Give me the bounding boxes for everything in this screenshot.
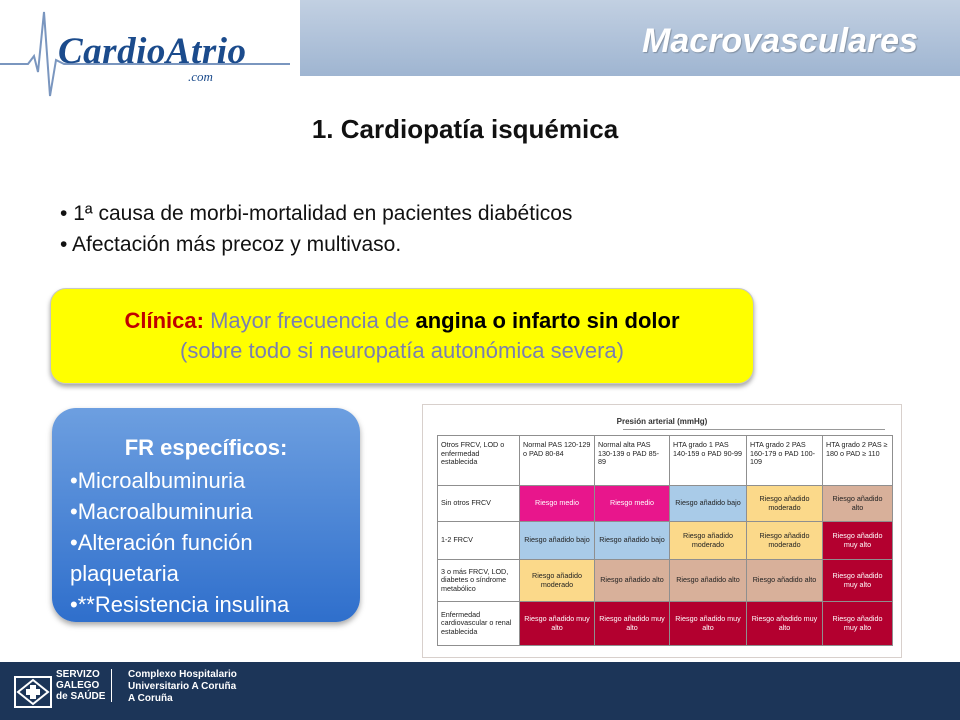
risk-cell: Riesgo añadido muy alto: [823, 522, 893, 560]
risk-cell: Riesgo medio: [520, 486, 595, 522]
fr-item: • Microalbuminuria: [70, 465, 360, 496]
fr-item: • Macroalbuminuria: [70, 496, 360, 527]
risk-cell: Riesgo añadido muy alto: [823, 560, 893, 602]
footer-bar: [0, 662, 960, 720]
risk-cell: Riesgo añadido muy alto: [595, 602, 670, 646]
column-header: HTA grado 1 PAS 140-159 o PAD 90-99: [670, 436, 747, 486]
risk-cell: Riesgo añadido moderado: [520, 560, 595, 602]
clinica-highlight: angina o infarto sin dolor: [415, 308, 680, 333]
corner-header: Otros FRCV, LOD o enfermedad establecida: [438, 436, 520, 486]
clinica-text: Mayor frecuencia de: [203, 308, 416, 333]
logo-main-text: CardioAtrio: [58, 31, 247, 72]
bullet-list: [60, 198, 572, 260]
risk-cell: Riesgo añadido moderado: [670, 522, 747, 560]
risk-cell: Riesgo añadido alto: [670, 560, 747, 602]
table-row: [438, 522, 893, 560]
table-row: [438, 602, 893, 646]
org-line: Universitario A Coruña: [128, 681, 237, 692]
row-header: 3 o más FRCV, LOD, diabetes o síndrome metabólico: [438, 560, 520, 602]
risk-cell: Riesgo añadido alto: [823, 486, 893, 522]
column-header: HTA grado 2 PAS ≥ 180 o PAD ≥ 110: [823, 436, 893, 486]
bullet-item: • 1ª causa de morbi-mortalidad en pacientes diabéticos: [60, 198, 572, 229]
risk-cell: Riesgo añadido bajo: [595, 522, 670, 560]
risk-table-title: Presión arterial (mmHg): [616, 417, 708, 426]
org-line: A Coruña: [128, 693, 173, 704]
row-header: Enfermedad cardiovascular o renal establecida: [438, 602, 520, 646]
column-header: Normal PAS 120-129 o PAD 80-84: [520, 436, 595, 486]
org-line: GALEGO: [56, 680, 100, 691]
risk-cell: Riesgo añadido alto: [595, 560, 670, 602]
clinica-subtext: (sobre todo si neuropatía autonómica severa): [180, 338, 624, 363]
row-header: Sin otros FRCV: [438, 486, 520, 522]
risk-cell: Riesgo añadido alto: [747, 560, 823, 602]
risk-cell: Riesgo medio: [595, 486, 670, 522]
risk-cell: Riesgo añadido muy alto: [520, 602, 595, 646]
org-line: de SAÚDE: [56, 691, 106, 702]
clinica-line: [51, 306, 753, 336]
fr-title: FR específicos:: [124, 435, 288, 460]
bullet-item: • Afectación más precoz y multivaso.: [60, 229, 572, 260]
risk-cell: Riesgo añadido muy alto: [823, 602, 893, 646]
org-line: SERVIZO: [56, 669, 100, 680]
title-rule: [623, 429, 885, 430]
fr-item: • **Resistencia insulina: [70, 589, 360, 620]
row-header: 1-2 FRCV: [438, 522, 520, 560]
logo-sub-text: .com: [188, 69, 213, 84]
sergas-name: [56, 669, 112, 702]
risk-cell: Riesgo añadido muy alto: [747, 602, 823, 646]
clinica-label: Clínica:: [124, 308, 204, 333]
fr-list: [52, 465, 360, 620]
column-header: Normal alta PAS 130-139 o PAD 85-89: [595, 436, 670, 486]
slide-heading: Macrovasculares: [642, 22, 918, 60]
org-line: Complexo Hospitalario: [128, 669, 237, 680]
risk-table-figure: [422, 404, 902, 658]
cardioatrio-logo[interactable]: [0, 0, 300, 98]
fr-item: • Alteración función plaquetaria: [70, 527, 360, 589]
section-title: 1. Cardiopatía isquémica: [311, 114, 619, 144]
risk-cell: Riesgo añadido muy alto: [670, 602, 747, 646]
risk-table: [437, 435, 893, 646]
fr-specific-box: [52, 408, 360, 622]
table-row: [438, 560, 893, 602]
risk-cell: Riesgo añadido moderado: [747, 522, 823, 560]
risk-cell: Riesgo añadido moderado: [747, 486, 823, 522]
sergas-cross-icon: [14, 676, 52, 708]
risk-cell: Riesgo añadido bajo: [520, 522, 595, 560]
table-row: [438, 486, 893, 522]
clinica-callout: [50, 288, 754, 384]
hospital-name: [128, 669, 237, 705]
risk-cell: Riesgo añadido bajo: [670, 486, 747, 522]
column-header: HTA grado 2 PAS 160-179 o PAD 100-109: [747, 436, 823, 486]
